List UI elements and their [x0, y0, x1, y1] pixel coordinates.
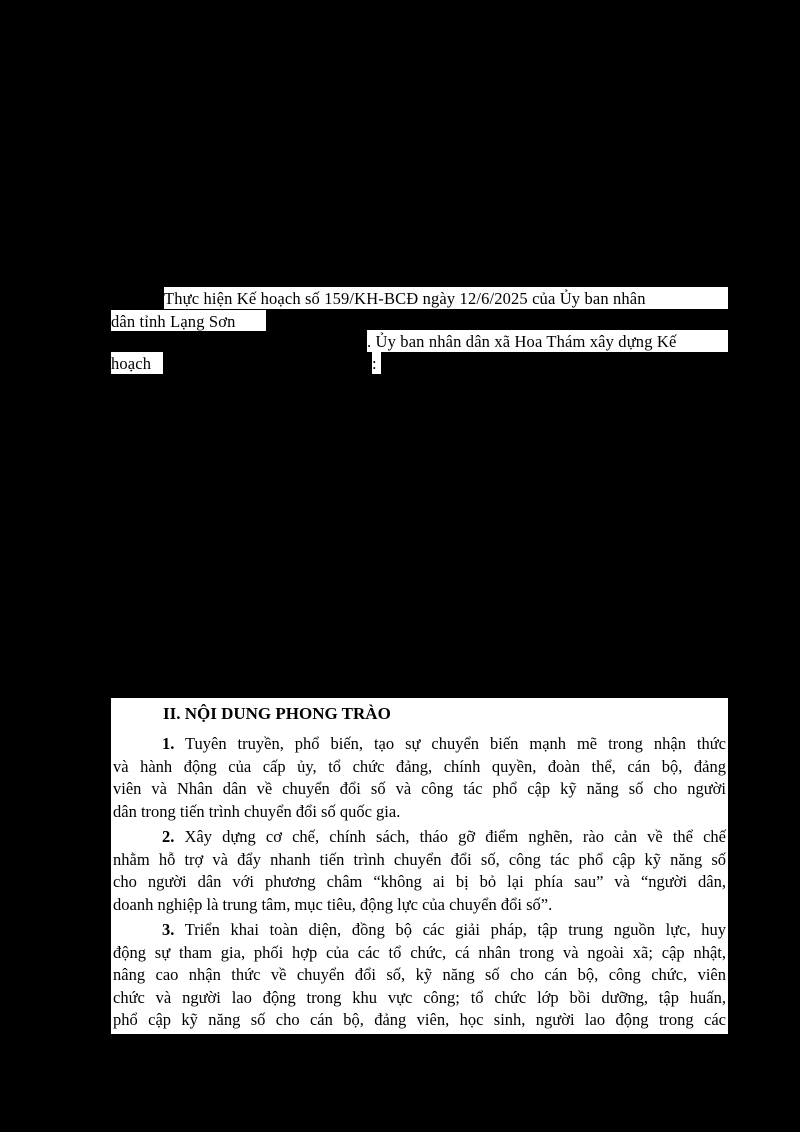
intro-line-2: [111, 310, 266, 331]
item-3: [113, 919, 726, 1032]
item-2: [113, 826, 726, 916]
item-2-line-3: cho người dân với phương châm “không ai bị bỏ lại phía sau” và “người dân,: [113, 872, 726, 892]
item-1-line-2: và hành động của cấp ủy, tổ chức đảng, chính quyền, đoàn thể, cán bộ, đảng: [113, 756, 726, 776]
item-3-line-5: phổ cập kỹ năng số cho cán bộ, đảng viên, học sinh, người lao động trong các: [113, 1010, 726, 1030]
intro-line-1: [164, 287, 728, 309]
item-2-line-1: Xây dựng cơ chế, chính sách, tháo gỡ điểm nghẽn, rào cản về thể chế: [184, 827, 726, 846]
item-1-line-1: Tuyên truyền, phổ biến, tạo sự chuyển biến mạnh mẽ trong nhận thức: [185, 734, 726, 753]
intro-text-4a: hoạch: [111, 354, 152, 373]
item-1: [113, 733, 726, 823]
item-1-number: 1.: [162, 734, 175, 753]
intro-text-3: . Ủy ban nhân dân xã Hoa Thám xây dựng Kế: [367, 332, 677, 351]
intro-line-4b: [372, 352, 381, 374]
item-3-number: 3.: [162, 920, 175, 939]
item-1-line-3: viên và Nhân dân về chuyển đổi số và công tác phổ cập kỹ năng số cho người: [113, 779, 726, 799]
intro-text-2: dân tỉnh Lạng Sơn: [111, 312, 236, 331]
item-3-line-1: Triển khai toàn diện, đồng bộ các giải pháp, tập trung nguồn lực, huy: [184, 920, 727, 939]
item-3-line-3: nâng cao nhận thức về chuyển đổi số, kỹ năng số cho cán bộ, công chức, viên: [113, 965, 726, 985]
item-1-line-4: dân trong tiến trình chuyển đổi số quốc gia.: [113, 801, 401, 821]
item-2-number: 2.: [162, 827, 175, 846]
section-heading: II. NỘI DUNG PHONG TRÀO: [163, 704, 391, 723]
section-content: [111, 698, 728, 1034]
intro-text-1: Thực hiện Kế hoạch số 159/KH-BCĐ ngày 12/6/2025 của Ủy ban nhân: [164, 289, 646, 308]
intro-text-4b: :: [372, 354, 377, 373]
item-2-line-4: doanh nghiệp là trung tâm, mục tiêu, động lực của chuyển đổi số”.: [113, 894, 553, 914]
item-2-line-2: nhằm hỗ trợ và đẩy nhanh tiến trình chuyển đổi số, công tác phổ cập kỹ năng số: [113, 849, 726, 869]
item-3-line-4: chức và người lao động trong khu vực công; tổ chức lớp bồi dưỡng, tập huấn,: [113, 987, 726, 1007]
intro-line-3: [367, 330, 728, 352]
intro-line-4a: [111, 352, 163, 374]
item-3-line-2: động sự tham gia, phối hợp của các tổ chức, cá nhân trong và ngoài xã; cập nhật,: [113, 942, 726, 962]
